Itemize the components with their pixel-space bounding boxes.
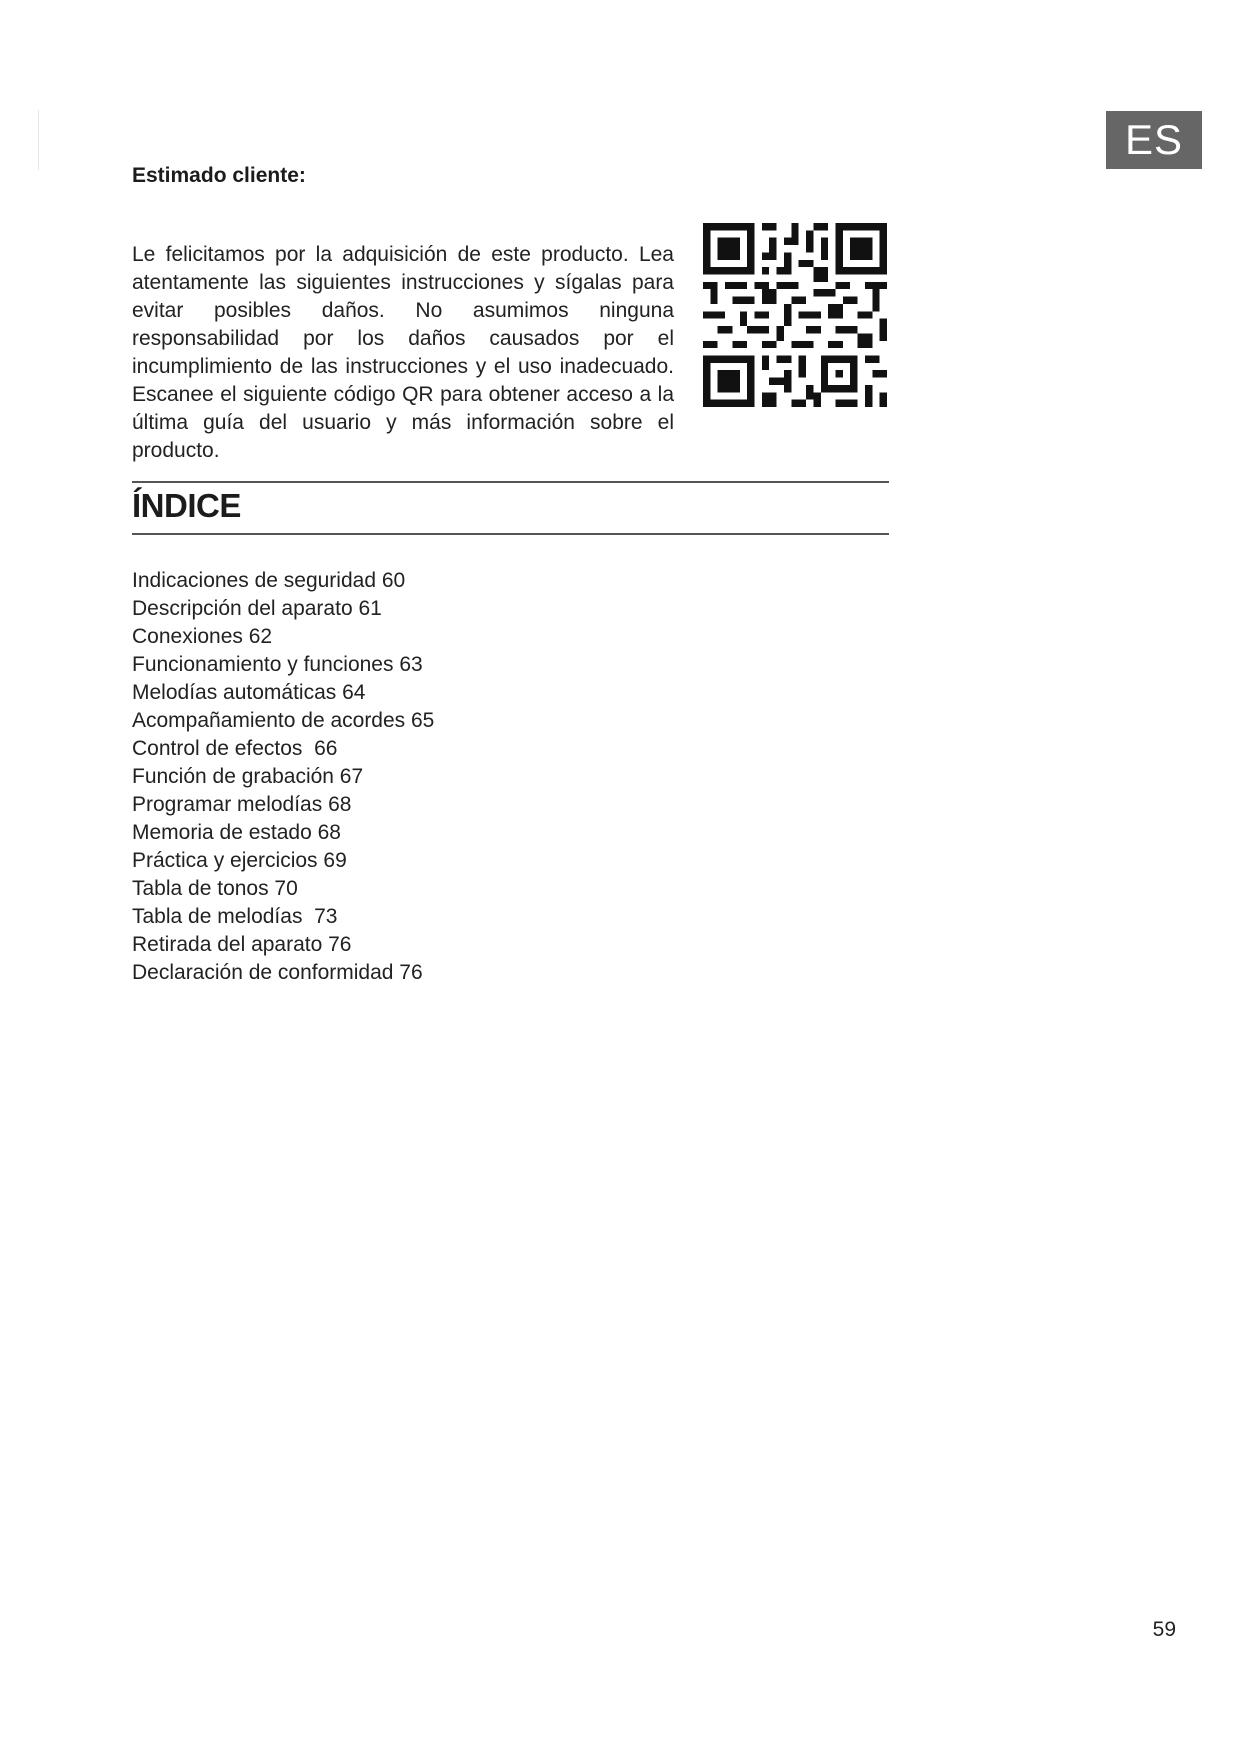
toc-item[interactable]: Práctica y ejercicios 69 (132, 849, 347, 872)
qr-code-icon[interactable] (703, 223, 887, 407)
toc-item[interactable]: Funcionamiento y funciones 63 (132, 653, 423, 676)
toc-item[interactable]: Melodías automáticas 64 (132, 681, 366, 704)
toc-item[interactable]: Función de grabación 67 (132, 765, 364, 788)
greeting-heading: Estimado cliente: (132, 164, 306, 187)
index-top-rule (132, 481, 889, 483)
toc-item[interactable]: Programar melodías 68 (132, 793, 352, 816)
toc-item[interactable]: Retirada del aparato 76 (132, 933, 352, 956)
toc-item[interactable]: Conexiones 62 (132, 625, 273, 648)
toc-item[interactable]: Tabla de tonos 70 (132, 877, 298, 900)
margin-line (38, 110, 39, 170)
language-badge: ES (1106, 111, 1202, 169)
intro-paragraph: Le felicitamos por la adquisición de este producto. Lea atentamente las siguientes instrucciones y sígalas para evitar posibles daños. No asumimos ninguna responsabilidad por los daños causados por el incumplimiento de las instrucciones y el uso inadecuado. Escanee el siguiente código QR para obtener acceso a la última guía del usuario y más información sobre el producto. (132, 243, 674, 462)
index-bottom-rule (132, 533, 889, 535)
toc-item[interactable]: Control de efectos 66 (132, 737, 338, 760)
toc-item[interactable]: Declaración de conformidad 76 (132, 961, 423, 984)
toc-item[interactable]: Memoria de estado 68 (132, 821, 341, 844)
toc-item[interactable]: Indicaciones de seguridad 60 (132, 569, 406, 592)
toc-item[interactable]: Acompañamiento de acordes 65 (132, 709, 435, 732)
toc-item[interactable]: Descripción del aparato 61 (132, 597, 382, 620)
toc-item[interactable]: Tabla de melodías 73 (132, 905, 338, 928)
index-title: ÍNDICE (132, 487, 241, 524)
page-number: 59 (1152, 1618, 1176, 1641)
table-of-contents (132, 567, 434, 987)
